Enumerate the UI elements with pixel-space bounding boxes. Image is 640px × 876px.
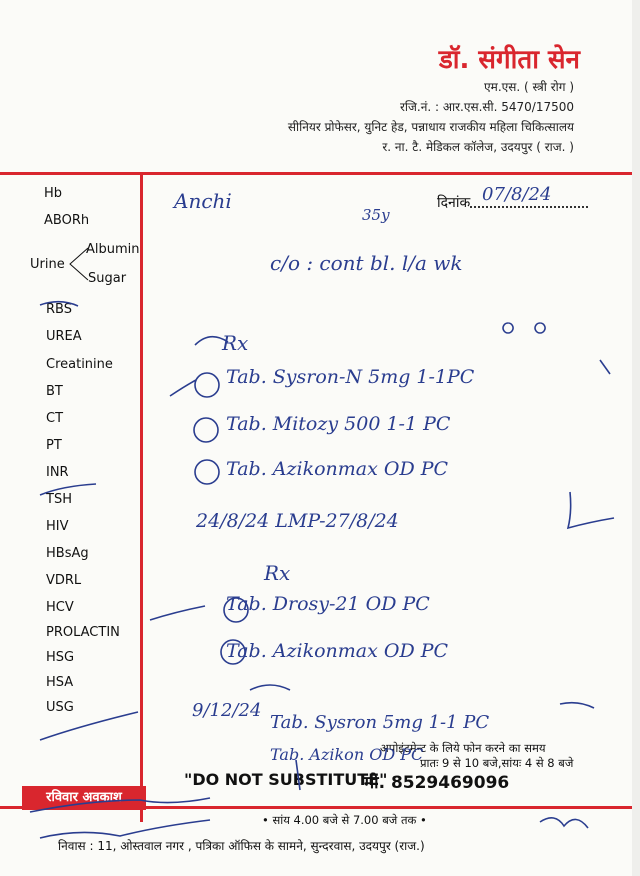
test-item: HSG: [46, 650, 75, 665]
test-item: HSA: [46, 675, 74, 690]
test-item: PROLACTIN: [46, 625, 120, 640]
hw-line-8: Tab. Sysron 5mg 1-1 PC: [270, 712, 490, 733]
hw-line-1: Tab. Sysron-N 5mg 1-1PC: [226, 366, 475, 388]
hw-line-7: 9/12/24: [192, 700, 262, 721]
hw-line-2: Tab. Mitozy 500 1-1 PC: [226, 413, 451, 435]
hw-line-6: Tab. Azikonmax OD PC: [226, 640, 449, 662]
registration-number: रजि.नं. : आर.एस.सी. 5470/17500: [399, 100, 574, 114]
hw-rx-2: Rx: [264, 561, 291, 585]
mobile-number: मो. 8529469096: [364, 773, 510, 793]
doctor-qualification: एम.एस. ( स्त्री रोग ): [484, 80, 574, 94]
test-item: USG: [46, 700, 74, 715]
doctor-name: डॉ. संगीता सेन: [438, 45, 580, 75]
test-item: Creatinine: [46, 357, 113, 372]
hw-line-3: Tab. Azikonmax OD PC: [226, 458, 449, 480]
test-item: TSH: [46, 492, 72, 507]
test-item: PT: [46, 438, 62, 453]
urine-albumin: Albumin: [86, 242, 140, 257]
test-item: INR: [46, 465, 69, 480]
appointment-line-2: प्रातः 9 से 10 बजे,सांयः 4 से 8 बजे: [420, 756, 574, 770]
date-label: दिनांक: [437, 195, 471, 211]
hw-complaint: c/o : cont bl. l/a wk: [270, 251, 463, 275]
hw-age: 35y: [362, 206, 390, 224]
test-item: CT: [46, 411, 64, 426]
hw-patient: Anchi: [174, 189, 232, 213]
test-item: Hb: [44, 186, 63, 201]
test-item: HCV: [46, 600, 74, 615]
do-not-substitute: "DO NOT SUBSTITUTE": [184, 770, 388, 789]
hw-line-4: 24/8/24 LMP-27/8/24: [196, 510, 399, 532]
appointment-line-1: अपोइंटमेन्ट के लिये फोन करने का समय: [380, 741, 546, 755]
urine-sugar: Sugar: [88, 271, 127, 286]
doctor-designation: सीनियर प्रोफेसर, युनिट हेड, पन्नाधाय राजकीय महिला चिकित्सालय: [287, 120, 574, 134]
hw-line-5: Tab. Drosy-21 OD PC: [226, 593, 430, 615]
test-item: RBS: [46, 302, 72, 317]
residence-address: निवास : 11, ओस्तवाल नगर , पत्रिका ऑफिस के सामने, सुन्दरवास, उदयपुर (राज.): [58, 839, 425, 853]
hw-rx-1: Rx: [222, 331, 249, 355]
hw-line-9: Tab. Azikon OD PC: [270, 745, 424, 764]
test-item: HIV: [46, 519, 69, 534]
urine-label: Urine: [30, 257, 65, 272]
hw-date: 07/8/24: [482, 184, 552, 205]
sunday-holiday-badge: रविवार अवकाश: [22, 786, 146, 810]
clinic-timing: • सांय 4.00 बजे से 7.00 बजे तक •: [262, 813, 427, 827]
test-item: ABORh: [44, 213, 90, 228]
college-name: र. ना. टै. मेडिकल कॉलेज, उदयपुर ( राज. ): [382, 140, 574, 154]
test-item: BT: [46, 384, 63, 399]
test-item: UREA: [46, 329, 82, 344]
test-item: HBsAg: [46, 546, 89, 561]
test-item: VDRL: [46, 573, 82, 588]
